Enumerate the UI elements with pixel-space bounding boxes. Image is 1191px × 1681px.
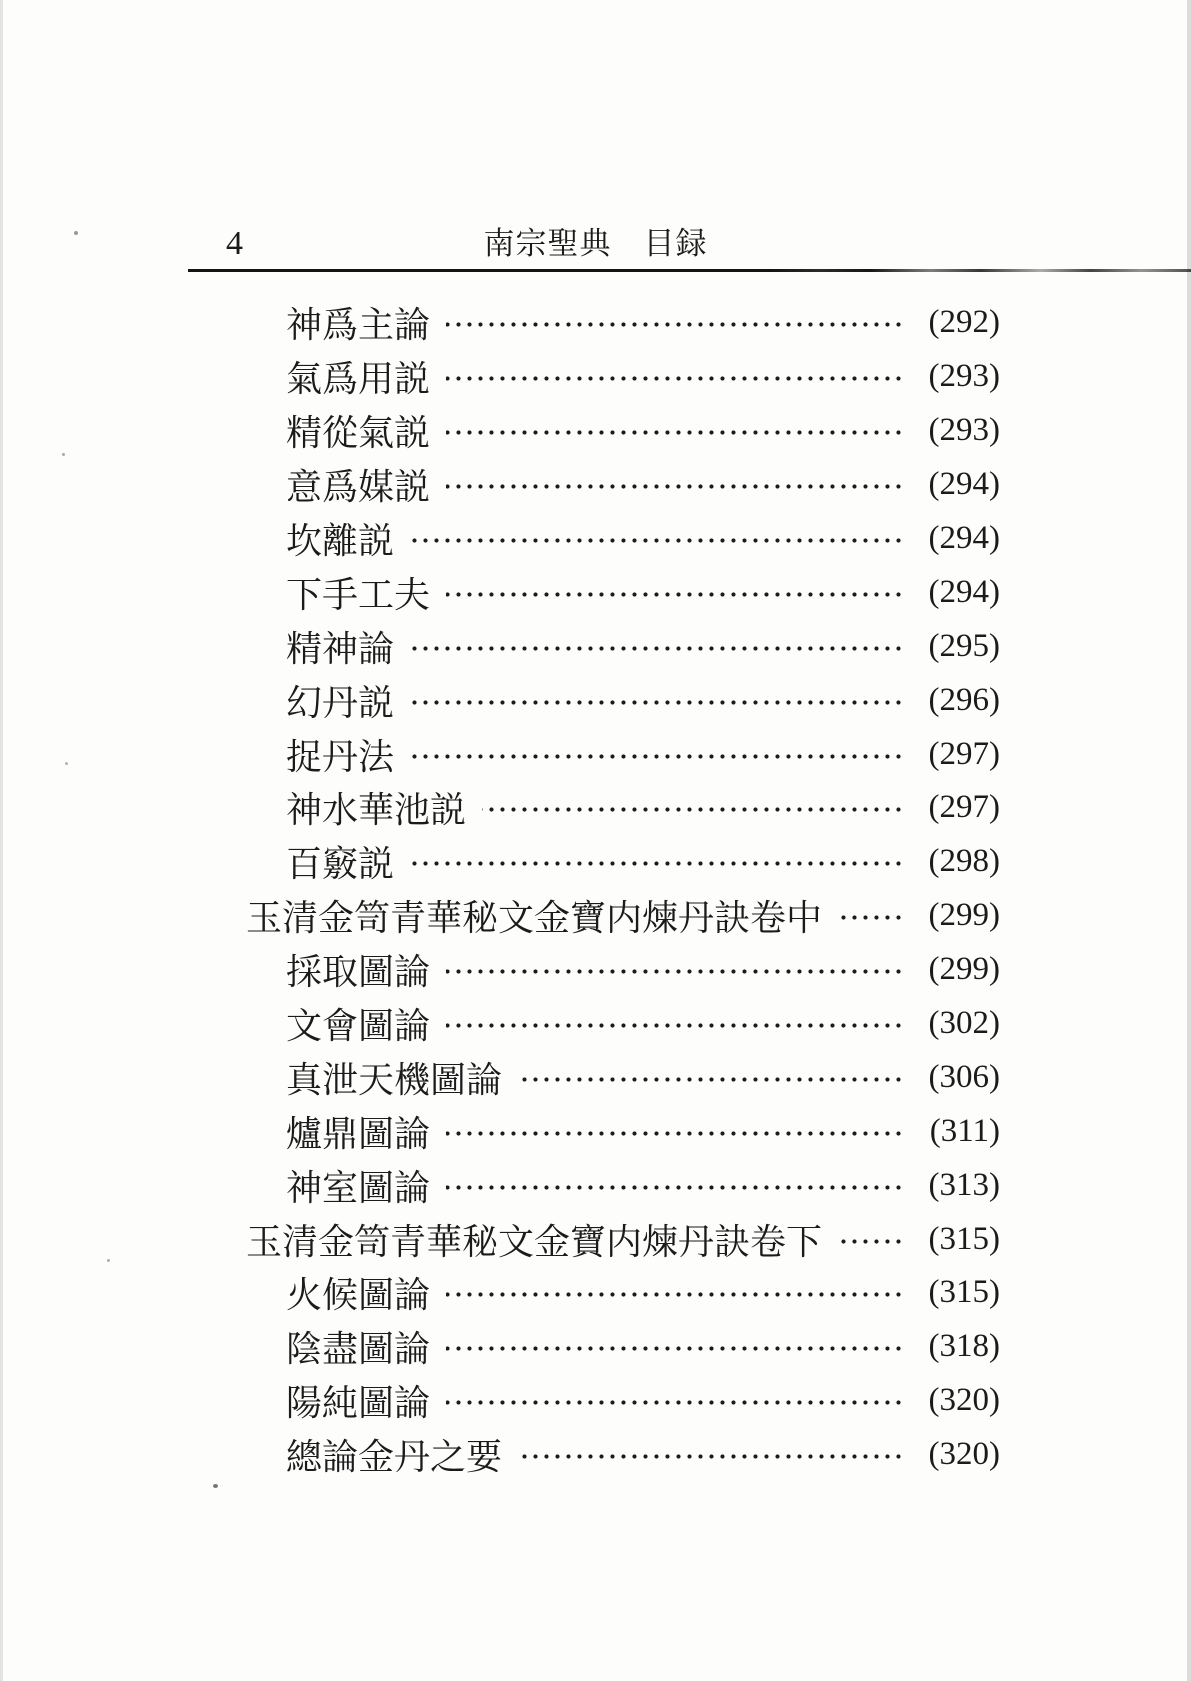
dotted-leader xyxy=(446,1344,904,1353)
toc-entry-page: (313) xyxy=(928,1166,1000,1203)
dotted-leader xyxy=(446,1129,904,1138)
toc-entry-page: (320) xyxy=(928,1382,1000,1419)
toc-entry-page: (293) xyxy=(928,358,1000,395)
toc-entry xyxy=(286,404,1000,458)
dotted-leader xyxy=(410,859,904,868)
toc-entry xyxy=(286,565,1000,619)
dotted-leader xyxy=(838,913,904,922)
toc-entry xyxy=(286,943,1000,997)
toc-entry xyxy=(286,997,1000,1051)
scan-speck xyxy=(74,231,78,235)
toc-entry xyxy=(286,1266,1000,1320)
toc-entry-page: (293) xyxy=(928,412,1000,449)
dotted-leader xyxy=(446,374,904,383)
dotted-leader xyxy=(482,805,904,814)
toc-entry-title: 陽純圖論 xyxy=(286,1383,431,1424)
dotted-leader xyxy=(518,1452,904,1461)
toc-entry xyxy=(286,835,1000,889)
toc-entry-page: (299) xyxy=(928,951,1000,988)
toc-entry xyxy=(286,673,1000,727)
toc-entry xyxy=(286,350,1000,404)
dotted-leader xyxy=(446,482,904,491)
dotted-leader xyxy=(518,1075,904,1084)
scan-speck xyxy=(65,762,68,765)
folio-number: 4 xyxy=(226,225,243,262)
toc-entry-title: 幻丹説 xyxy=(286,682,395,723)
toc-entry-page: (311) xyxy=(929,1112,1000,1149)
toc-entry-page: (294) xyxy=(928,573,1000,610)
header-rule xyxy=(188,269,1191,272)
toc-entry-title: 爐鼎圖論 xyxy=(286,1113,431,1154)
toc-entry-page: (296) xyxy=(928,681,1000,718)
toc-entry-title: 精神論 xyxy=(286,628,395,669)
toc-entry-page: (294) xyxy=(928,466,1000,503)
toc-entry-title: 火候圖論 xyxy=(286,1275,431,1316)
toc-entry-page: (297) xyxy=(928,789,1000,826)
dotted-leader xyxy=(410,752,904,761)
dotted-leader xyxy=(410,698,904,707)
toc-entry-title: 真泄天機圖論 xyxy=(286,1059,503,1100)
page-header xyxy=(0,224,1191,264)
dotted-leader xyxy=(410,536,904,545)
toc-entry xyxy=(286,458,1000,512)
toc-entry xyxy=(286,1104,1000,1158)
toc-entry-title: 捉丹法 xyxy=(286,736,395,777)
dotted-leader xyxy=(446,428,904,437)
toc-entry xyxy=(286,781,1000,835)
dotted-leader xyxy=(410,644,904,653)
toc-entry-title: 玉清金笥青華秘文金寶内煉丹訣卷下 xyxy=(246,1221,823,1262)
scan-speck xyxy=(62,453,65,456)
toc-entry xyxy=(286,512,1000,566)
toc-entry-page: (302) xyxy=(928,1005,1000,1042)
toc-entry xyxy=(286,296,1000,350)
scan-speck xyxy=(107,1259,110,1262)
toc-entry-page: (318) xyxy=(928,1328,1000,1365)
toc-entry-title: 百竅説 xyxy=(286,844,395,885)
toc-entry xyxy=(246,889,1000,943)
toc-entry xyxy=(286,1158,1000,1212)
toc-entry-title: 氣爲用説 xyxy=(286,359,431,400)
toc-list xyxy=(0,296,1191,1482)
dotted-leader xyxy=(446,1183,904,1192)
dotted-leader xyxy=(446,590,904,599)
toc-entry-title: 總論金丹之要 xyxy=(286,1437,503,1478)
toc-entry xyxy=(286,1320,1000,1374)
running-title: 南宗聖典 目録 xyxy=(483,226,708,261)
dotted-leader xyxy=(446,967,904,976)
toc-entry xyxy=(286,1374,1000,1428)
toc-entry-title: 陰盡圖論 xyxy=(286,1329,431,1370)
dotted-leader xyxy=(446,1398,904,1407)
toc-entry-page: (315) xyxy=(928,1220,1000,1257)
dotted-leader xyxy=(838,1237,904,1246)
toc-entry-title: 採取圖論 xyxy=(286,952,431,993)
toc-entry-page: (320) xyxy=(928,1436,1000,1473)
toc-entry-title: 下手工夫 xyxy=(286,574,431,615)
dotted-leader xyxy=(446,320,904,329)
toc-entry xyxy=(246,1212,1000,1266)
toc-entry-page: (298) xyxy=(928,843,1000,880)
toc-entry-page: (295) xyxy=(928,627,1000,664)
toc-entry xyxy=(286,727,1000,781)
toc-entry xyxy=(286,619,1000,673)
toc-entry-title: 意爲媒説 xyxy=(286,467,431,508)
dotted-leader xyxy=(446,1290,904,1299)
toc-entry-title: 文會圖論 xyxy=(286,1006,431,1047)
scan-speck xyxy=(213,1484,218,1488)
toc-entry-title: 坎離説 xyxy=(286,521,395,561)
toc-entry-title: 精從氣説 xyxy=(286,413,431,454)
toc-entry-page: (297) xyxy=(928,735,1000,772)
toc-entry-title: 神爲主論 xyxy=(286,305,431,346)
toc-entry-page: (315) xyxy=(928,1274,1000,1311)
dotted-leader xyxy=(446,1021,904,1030)
toc-entry-page: (299) xyxy=(928,897,1000,934)
toc-entry xyxy=(286,1050,1000,1104)
toc-entry xyxy=(286,1428,1000,1482)
toc-entry-page: (292) xyxy=(928,304,1000,341)
toc-entry-page: (306) xyxy=(928,1058,1000,1095)
toc-entry-title: 玉清金笥青華秘文金寶内煉丹訣卷中 xyxy=(246,898,823,939)
toc-entry-title: 神室圖論 xyxy=(286,1167,431,1208)
toc-entry-page: (294) xyxy=(928,520,1000,556)
toc-entry-title: 神水華池説 xyxy=(286,790,467,831)
